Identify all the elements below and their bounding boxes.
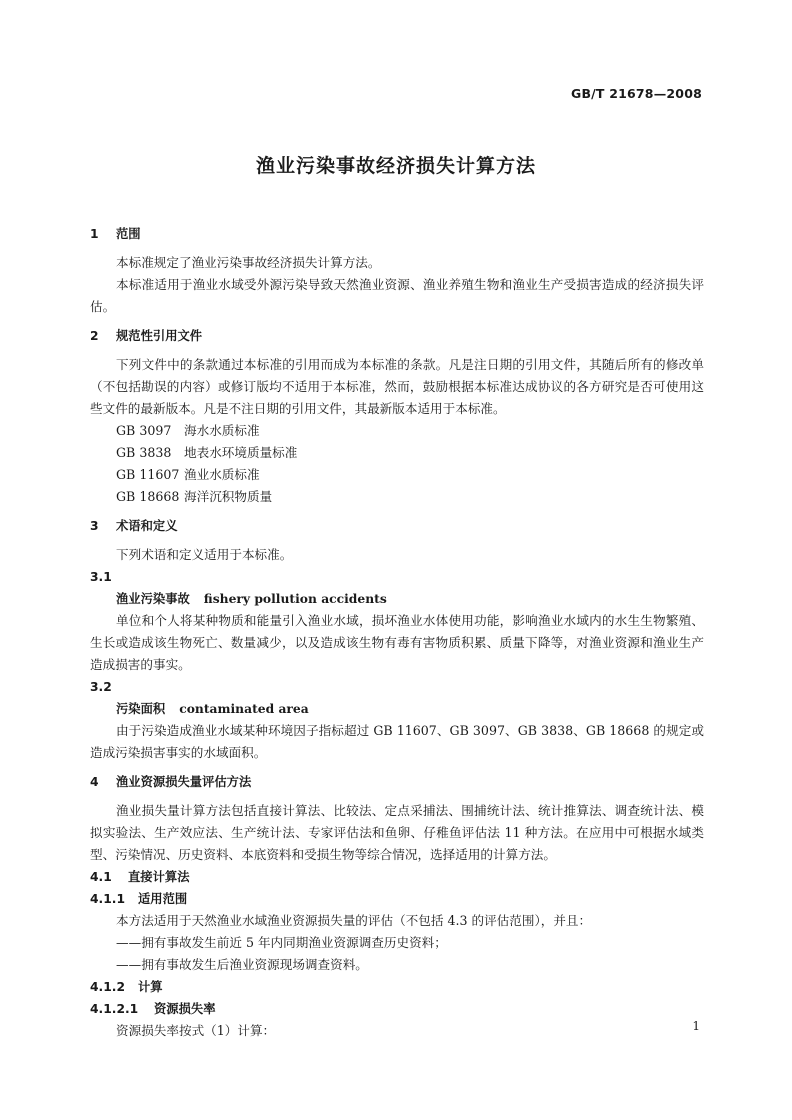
term-definition: 单位和个人将某种物质和能量引入渔业水域，损坏渔业水体使用功能，影响渔业水域内的水生生物繁殖、生长或造成该生物死亡、数量减少，以及造成该生物有毒有害物质积累、质量下降等，对渔业资源和渔业生产造成损害的事实。 <box>90 613 704 672</box>
paragraph: 本方法适用于天然渔业水域渔业资源损失量的评估（不包括 4.3 的评估范围），并且： <box>116 913 592 928</box>
paragraph: 本标准规定了渔业污染事故经济损失计算方法。 <box>116 255 381 270</box>
subsection-heading: 4.1 直接计算法 <box>90 870 190 884</box>
term-definition: 由于污染造成渔业水域某种环境因子指标超过 GB 11607、GB 3097、GB 3838、GB 18668 的规定或造成污染损害事实的水域面积。 <box>90 723 704 760</box>
page-number: 1 <box>692 1019 700 1033</box>
section-heading-4: 4 渔业资源损失量评估方法 <box>90 775 252 789</box>
paragraph: 本标准适用于渔业水域受外源污染导致天然渔业资源、渔业养殖生物和渔业生产受损害造成的经济损失评估。 <box>90 277 704 314</box>
paragraph: 渔业损失量计算方法包括直接计算法、比较法、定点采捕法、围捕统计法、统计推算法、调查统计法、模拟实验法、生产效应法、生产统计法、专家评估法和鱼卵、仔稚鱼评估法 11 种方法。在应用中可根据水域类型、污染情况、历史资料、本底资料和受损生物等综合情况，选择适用的计算方法。 <box>90 803 704 862</box>
term-title: 渔业污染事故 fishery pollution accidents <box>116 591 387 606</box>
section-heading-1: 1 范围 <box>90 227 141 241</box>
document-body <box>90 216 704 1042</box>
reference-item: GB 11607 渔业水质标准 <box>116 467 260 482</box>
reference-item: GB 18668 海洋沉积物质量 <box>116 489 273 504</box>
paragraph: 资源损失率按式（1）计算： <box>116 1023 276 1038</box>
subsection-heading: 4.1.1 适用范围 <box>90 892 188 906</box>
standard-code: GB/T 21678—2008 <box>570 86 702 101</box>
document-title: 渔业污染事故经济损失计算方法 <box>255 155 536 177</box>
subsection-heading: 4.1.2.1 资源损失率 <box>90 1002 216 1016</box>
section-heading-3: 3 术语和定义 <box>90 519 178 533</box>
subsection-heading: 4.1.2 计算 <box>90 980 163 994</box>
term-title: 污染面积 contaminated area <box>116 701 309 716</box>
paragraph: 下列文件中的条款通过本标准的引用而成为本标准的条款。凡是注日期的引用文件，其随后所有的修改单（不包括勘误的内容）或修订版均不适用于本标准，然而，鼓励根据本标准达成协议的各方研究是否可使用这些文件的最新版本。凡是不注日期的引用文件，其最新版本适用于本标准。 <box>90 357 704 416</box>
dash-list-item: ——拥有事故发生后渔业资源现场调查资料。 <box>116 957 368 972</box>
section-heading-2: 2 规范性引用文件 <box>90 329 203 343</box>
paragraph: 下列术语和定义适用于本标准。 <box>116 547 293 562</box>
term-number: 3.1 <box>90 570 112 584</box>
reference-item: GB 3097 海水水质标准 <box>116 423 260 438</box>
dash-list-item: ——拥有事故发生前近 5 年内同期渔业资源调查历史资料； <box>116 935 447 950</box>
reference-item: GB 3838 地表水环境质量标准 <box>116 445 298 460</box>
term-number: 3.2 <box>90 680 112 694</box>
